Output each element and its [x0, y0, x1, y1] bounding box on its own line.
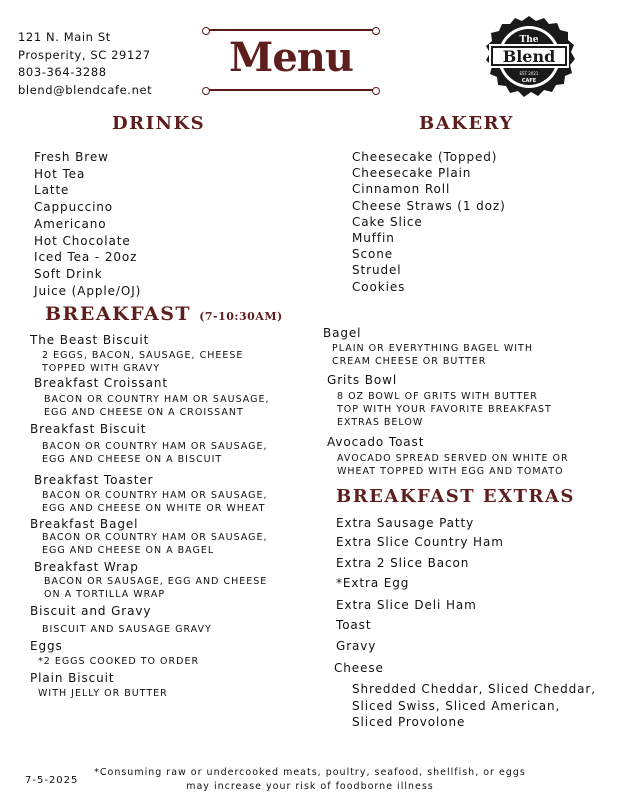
list-item: Cake Slice: [352, 214, 423, 229]
logo-est-text: EST 2021: [519, 71, 539, 76]
menu-item-name: Bagel: [323, 326, 362, 340]
menu-item-name: Eggs: [30, 639, 63, 653]
cheese-option-line: Sliced Swiss, Sliced American,: [352, 698, 561, 713]
extra-item: Extra Sausage Patty: [336, 516, 475, 530]
bakery-list: [352, 149, 506, 295]
cheese-option-line: Sliced Provolone: [352, 715, 466, 729]
warning-line: *Consuming raw or undercooked meats, poultry, seafood, shellfish, or eggs: [94, 767, 526, 778]
blend-cafe-logo: [480, 14, 578, 100]
bottom-rule: [205, 89, 377, 91]
menu-item-desc: BACON OR COUNTRY HAM OR SAUSAGE, EGG AND CHEESE ON A BISCUIT: [42, 441, 268, 465]
phone: 803-364-3288: [18, 65, 107, 79]
menu-item-name: Biscuit and Gravy: [30, 604, 152, 618]
warning-line: may increase your risk of foodborne illness: [186, 781, 434, 792]
list-item: Hot Tea: [34, 166, 86, 181]
menu-item-name: Avocado Toast: [327, 435, 425, 449]
list-item: Cheese Straws (1 doz): [352, 198, 506, 213]
cheese-options: [352, 681, 596, 731]
cheese-option-line: Shredded Cheddar, Sliced Cheddar,: [352, 682, 596, 696]
address: 121 N. Main St: [18, 30, 111, 44]
city: Prosperity, SC 29127: [18, 47, 151, 62]
email: blend@blendcafe.net: [18, 82, 153, 97]
list-item: Americano: [34, 216, 107, 231]
list-item: Cookies: [352, 279, 406, 294]
food-safety-warning: [90, 766, 530, 794]
list-item: Hot Chocolate: [34, 233, 131, 248]
extra-item: Extra Slice Country Ham: [336, 535, 504, 549]
menu-item-name: The Beast Biscuit: [30, 333, 150, 347]
extra-item: Extra 2 Slice Bacon: [336, 556, 470, 570]
drinks-heading: DRINKS: [112, 113, 206, 134]
list-item: Muffin: [352, 231, 395, 246]
logo-top-text: The: [519, 35, 539, 45]
list-item: Juice (Apple/OJ): [34, 283, 142, 298]
extra-item: Toast: [336, 618, 372, 632]
menu-title-block: [205, 24, 377, 96]
drinks-list: [34, 149, 141, 299]
breakfast-heading: [45, 303, 283, 325]
extra-item: Cheese: [334, 661, 384, 675]
menu-item-desc: PLAIN OR EVERYTHING BAGEL WITH CREAM CHEESE OR BUTTER: [332, 343, 533, 367]
top-rule: [205, 29, 377, 31]
menu-item-desc: BISCUIT AND SAUSAGE GRAVY: [42, 624, 212, 635]
menu-item-name: Breakfast Biscuit: [30, 422, 147, 436]
menu-item-desc: WITH JELLY OR BUTTER: [38, 688, 168, 699]
logo-main-text: Blend: [502, 47, 556, 66]
list-item: Cheesecake (Topped): [352, 150, 498, 164]
list-item: Latte: [34, 183, 70, 198]
list-item: Cheesecake Plain: [352, 166, 472, 181]
list-item: Scone: [352, 247, 394, 262]
bakery-heading: BAKERY: [419, 113, 514, 134]
menu-item-name: Breakfast Croissant: [34, 376, 168, 390]
page-title: Menu: [229, 34, 353, 81]
menu-item-name: Plain Biscuit: [30, 671, 115, 685]
breakfast-hours: (7-10:30AM): [199, 310, 283, 323]
extra-item: Gravy: [336, 639, 377, 653]
menu-item-desc: BACON OR SAUSAGE, EGG AND CHEESE ON A TORTILLA WRAP: [44, 576, 268, 600]
menu-item-desc: BACON OR COUNTRY HAM OR SAUSAGE, EGG AND CHEESE ON A CROISSANT: [44, 394, 270, 418]
menu-item-desc: AVOCADO SPREAD SERVED ON WHITE OR WHEAT TOPPED WITH EGG AND TOMATO: [337, 453, 569, 477]
list-item: Soft Drink: [34, 266, 103, 281]
menu-item-name: Breakfast Toaster: [34, 473, 154, 487]
menu-date: 7-5-2025: [25, 775, 79, 786]
list-item: Strudel: [352, 263, 402, 278]
list-item: Cappuccino: [34, 200, 114, 215]
menu-item-desc: BACON OR COUNTRY HAM OR SAUSAGE, EGG AND CHEESE ON WHITE OR WHEAT: [42, 490, 268, 514]
extra-item: Extra Slice Deli Ham: [336, 598, 477, 612]
menu-item-name: Breakfast Wrap: [34, 560, 139, 574]
menu-item-name: Grits Bowl: [327, 373, 398, 387]
menu-item-desc: *2 EGGS COOKED TO ORDER: [38, 656, 200, 667]
list-item: Fresh Brew: [34, 150, 109, 164]
menu-item-desc: BACON OR COUNTRY HAM OR SAUSAGE, EGG AND CHEESE ON A BAGEL: [42, 532, 268, 556]
list-item: Iced Tea - 20oz: [34, 250, 138, 265]
menu-item-desc: 8 OZ BOWL OF GRITS WITH BUTTER TOP WITH YOUR FAVORITE BREAKFAST EXTRAS BELOW: [337, 391, 552, 428]
menu-item-name: Breakfast Bagel: [30, 517, 139, 531]
list-item: Cinnamon Roll: [352, 182, 451, 197]
breakfast-extras-heading: BREAKFAST EXTRAS: [336, 486, 575, 507]
extra-item: *Extra Egg: [336, 576, 410, 590]
breakfast-title: BREAKFAST: [45, 303, 192, 325]
contact-info: [18, 29, 152, 99]
logo-bottom-text: CAFE: [521, 78, 537, 84]
menu-item-desc: 2 EGGS, BACON, SAUSAGE, CHEESE TOPPED WITH GRAVY: [42, 350, 244, 374]
